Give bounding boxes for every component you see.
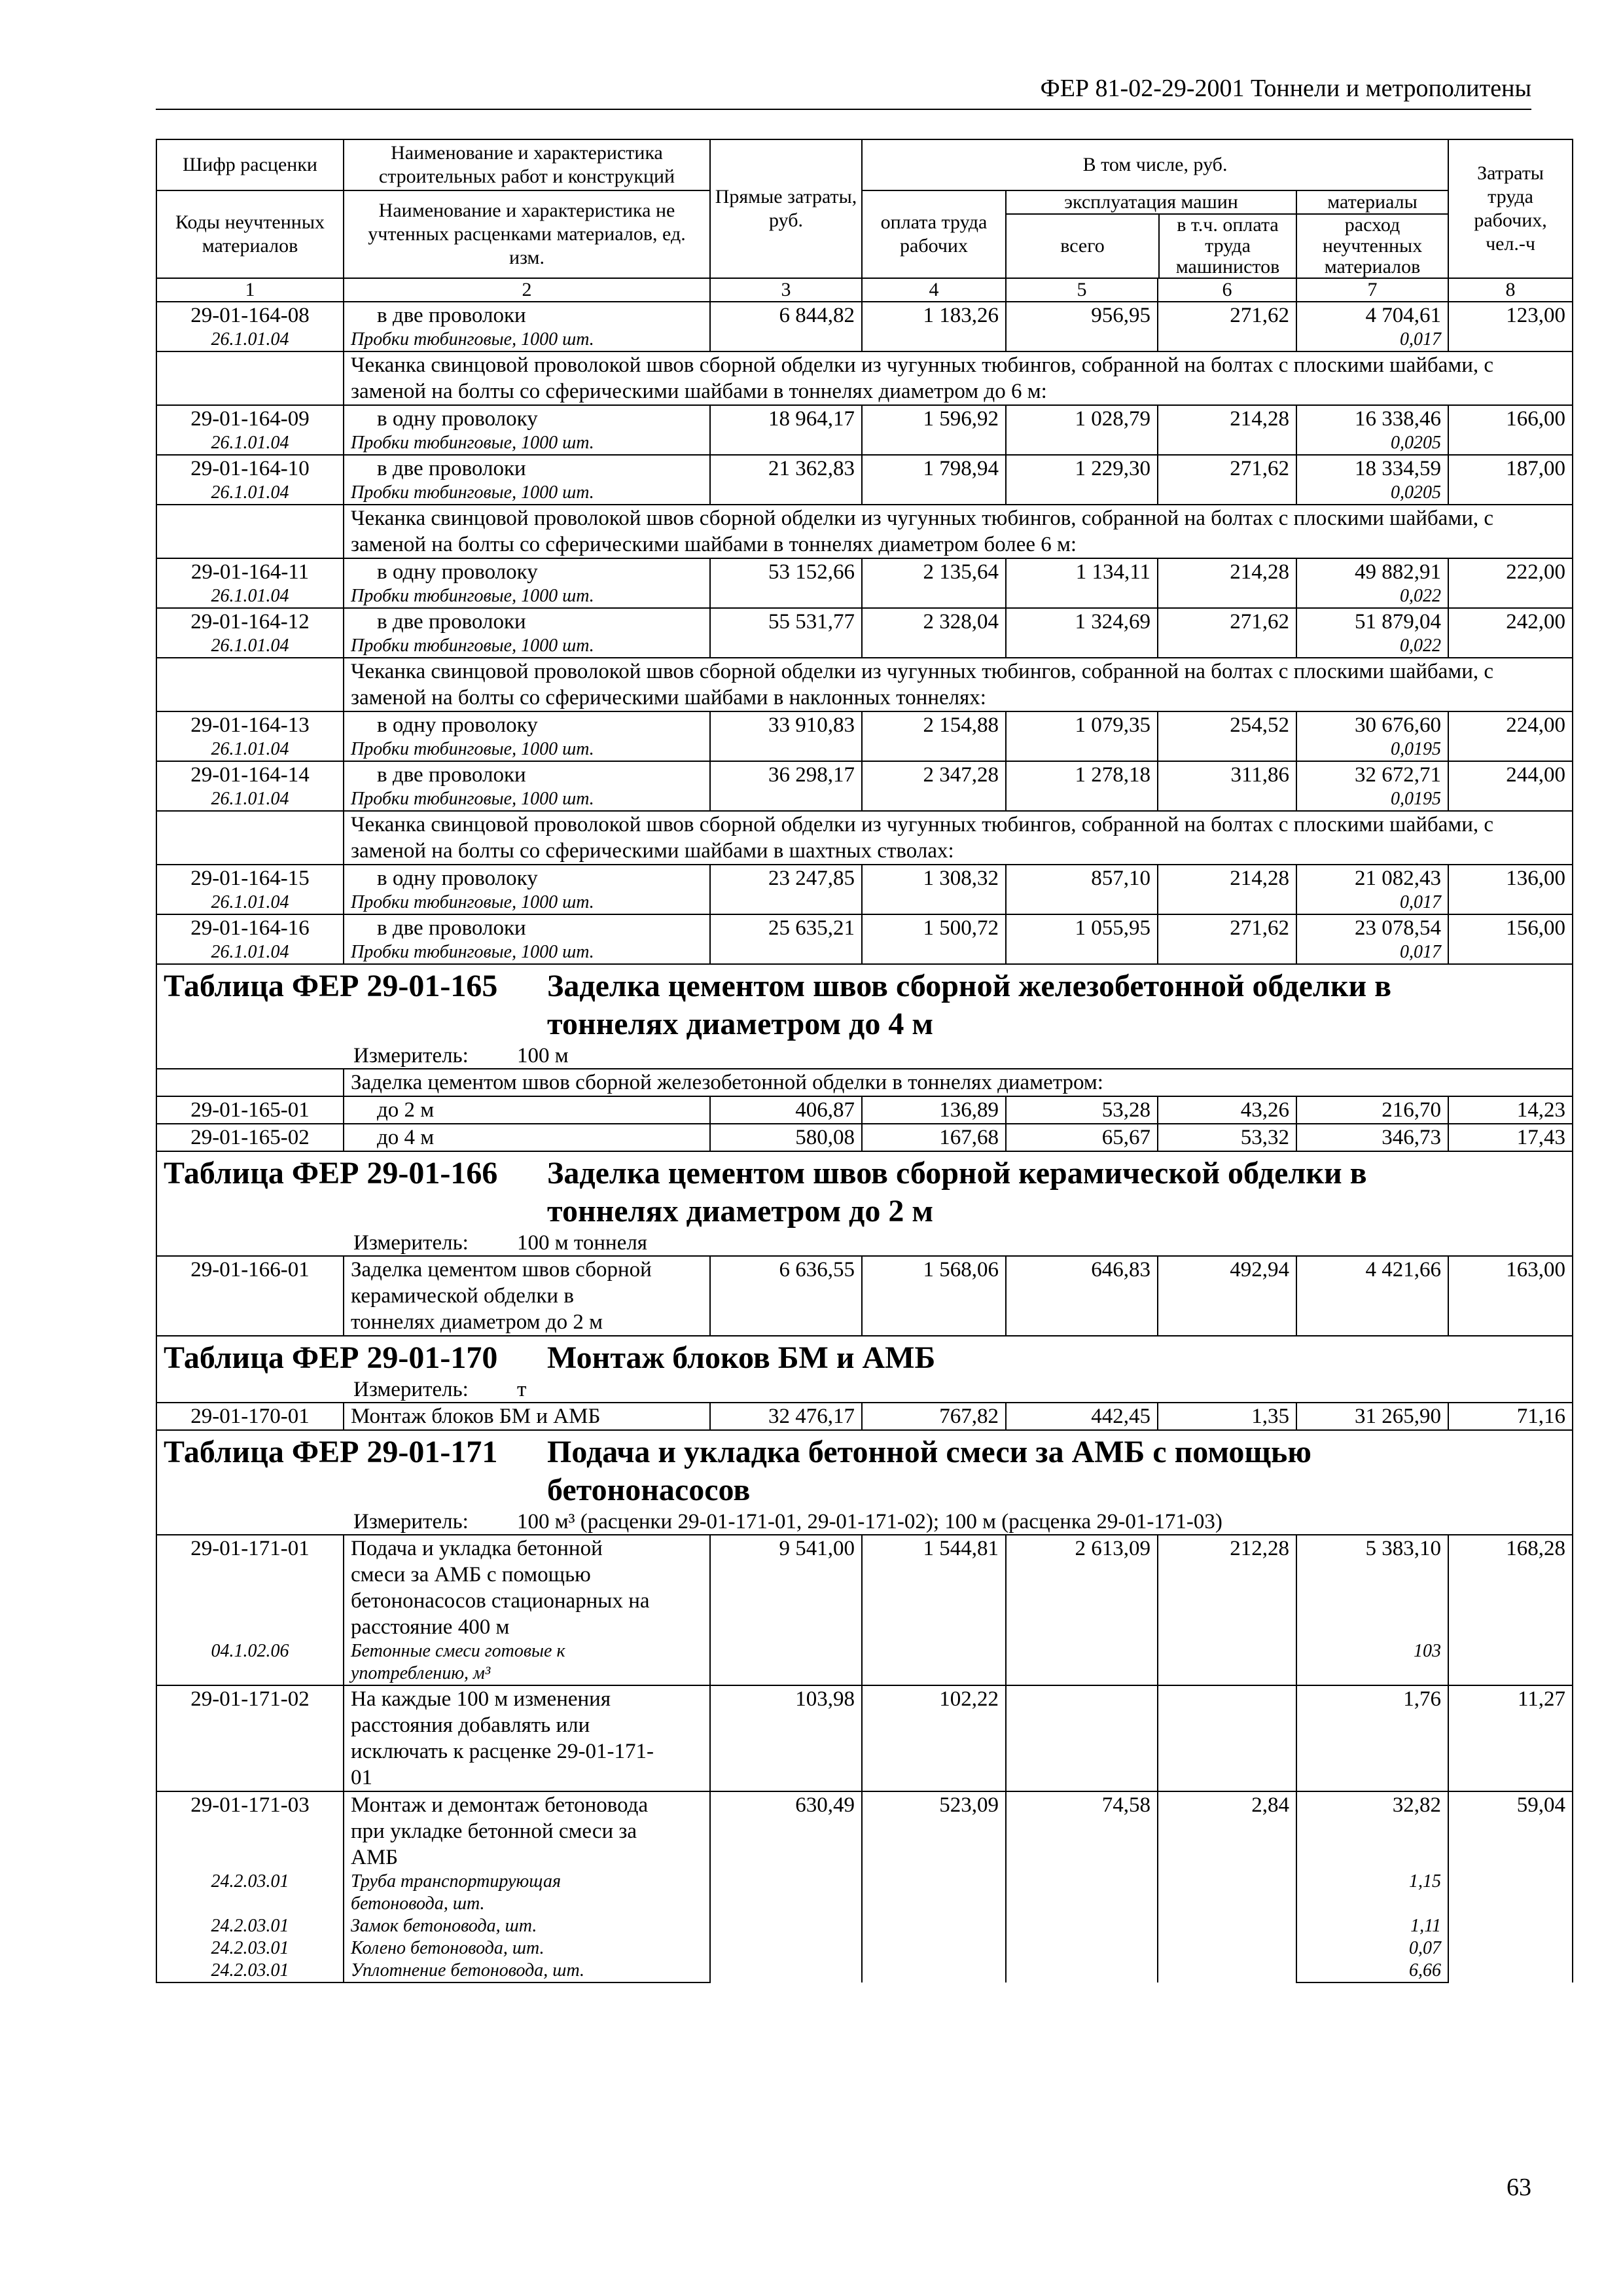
- col-mat-unacc-header: расход неучтенных материалов: [1322, 214, 1423, 278]
- measure-value: 100 м³ (расценки 29-01-171-01, 29-01-171-02); 100 м (расценка 29-01-171-03): [517, 1510, 1222, 1534]
- material-name: Труба транспортирующая: [351, 1871, 562, 1892]
- rate-hours: 71,16: [1448, 1403, 1573, 1430]
- rate-labor: 2 135,64: [862, 558, 1006, 608]
- rate-mach: 65,67: [1006, 1124, 1158, 1151]
- rate-name: до 2 м: [344, 1096, 710, 1124]
- col-name2-header: Наименование и характеристика не учтенных расценками материалов, ед. изм.: [344, 190, 710, 278]
- rate-name: Подача и укладка бетонной: [351, 1537, 603, 1560]
- col-mach-labor-header: в т.ч. оплата труда машинистов: [1175, 214, 1280, 278]
- rate-code: 29-01-165-01: [156, 1096, 344, 1124]
- material-code: 26.1.01.04: [156, 329, 344, 351]
- rate-direct: 6 636,55: [710, 1256, 862, 1336]
- table-title-row: [156, 964, 1573, 1043]
- rate-row: [156, 914, 1573, 941]
- rate-mat: 18 334,59: [1296, 455, 1448, 482]
- rate-mach-labor: 53,32: [1158, 1124, 1296, 1151]
- group-text: Чеканка свинцовой проволокой швов сборной обделки из чугунных тюбингов, собранной на болтах с плоскими шайбами, с заменой на болты со сферическими шайбами в наклонных тоннелях:: [344, 658, 1573, 711]
- rate-code: 29-01-164-16: [156, 914, 344, 941]
- col-labor-header: оплата труда рабочих: [862, 190, 1006, 278]
- rate-name: керамической обделки в: [351, 1284, 574, 1308]
- rate-row: [156, 761, 1573, 788]
- material-code: 26.1.01.04: [156, 738, 344, 761]
- material-name: Пробки тюбинговые, 1000 шт.: [344, 891, 710, 914]
- rate-mat: 16 338,46: [1296, 405, 1448, 432]
- rate-labor: 167,68: [862, 1124, 1006, 1151]
- material-name: Пробки тюбинговые, 1000 шт.: [344, 941, 710, 964]
- measure-row: [156, 1043, 1573, 1069]
- rate-labor: 1 798,94: [862, 455, 1006, 505]
- table-title: Заделка цементом швов сборной керамической обделки в: [547, 1156, 1367, 1191]
- rate-mat: 49 882,91: [1296, 558, 1448, 585]
- col-code2-header: Коды неучтенных материалов: [156, 190, 344, 278]
- group-text: Чеканка свинцовой проволокой швов сборной обделки из чугунных тюбингов, собранной на болтах с плоскими шайбами, с заменой на болты со сферическими шайбами в тоннелях диаметром более 6 м:: [344, 505, 1573, 558]
- col-code-header: Шифр расценки: [156, 139, 344, 190]
- measure-row: [156, 1377, 1573, 1403]
- rate-row: [156, 1685, 1573, 1791]
- material-code: 04.1.02.06: [156, 1640, 344, 1685]
- table-title-row: [156, 1336, 1573, 1377]
- col-mach-group: [1006, 190, 1296, 278]
- measure-label: Измеритель:: [353, 1510, 469, 1534]
- group-text-row: [156, 1069, 1573, 1096]
- material-qty: 6,66: [1409, 1960, 1442, 1981]
- rate-mach-labor: 271,62: [1158, 302, 1296, 351]
- rate-mat: 4 421,66: [1296, 1256, 1448, 1336]
- rate-name: АМБ: [351, 1846, 399, 1869]
- rate-mach: 1 278,18: [1006, 761, 1158, 811]
- rate-row: [156, 455, 1573, 482]
- rate-labor: 1 596,92: [862, 405, 1006, 455]
- rates-table: [156, 139, 1573, 1983]
- col-mat-group: [1296, 190, 1448, 278]
- col-mach-total-header: всего: [1007, 215, 1160, 278]
- material-code: 26.1.01.04: [156, 585, 344, 608]
- header-row-1: [156, 139, 1573, 190]
- rate-mat: 32 672,71: [1296, 761, 1448, 788]
- material-qty: 0,0195: [1296, 788, 1448, 811]
- table-title: Монтаж блоков БМ и АМБ: [547, 1340, 936, 1375]
- col-mach-header: эксплуатация машин: [1007, 191, 1296, 215]
- material-qty: 103: [1296, 1640, 1448, 1685]
- rate-name: исключать к расценке 29-01-171-: [351, 1740, 654, 1763]
- rate-name: в одну проволоку: [344, 865, 710, 891]
- rate-name: расстояние 400 м: [351, 1615, 510, 1639]
- column-numbers-row: [156, 278, 1573, 302]
- material-qty: 1,15: [1409, 1871, 1442, 1892]
- table-title: бетононасосов: [547, 1473, 751, 1507]
- rate-row: [156, 1096, 1573, 1124]
- rate-direct: 9 541,00: [710, 1535, 862, 1685]
- col-number: 7: [1296, 278, 1448, 302]
- rate-mach: 1 055,95: [1006, 914, 1158, 964]
- col-hours-header: Затраты труда рабочих, чел.-ч: [1448, 139, 1573, 278]
- rate-labor: 2 347,28: [862, 761, 1006, 811]
- rate-labor: 523,09: [862, 1791, 1006, 1982]
- rate-labor: 136,89: [862, 1096, 1006, 1124]
- rate-name: в одну проволоку: [344, 711, 710, 738]
- group-text-row: [156, 658, 1573, 711]
- rate-mach-labor: 254,52: [1158, 711, 1296, 761]
- rate-mach: 1 079,35: [1006, 711, 1158, 761]
- rate-mach: [1006, 1685, 1158, 1791]
- rate-mach-labor: 271,62: [1158, 608, 1296, 658]
- material-code: 26.1.01.04: [156, 941, 344, 964]
- material-qty: 0,0205: [1296, 432, 1448, 455]
- rate-code: 29-01-164-10: [156, 455, 344, 482]
- rate-direct: 36 298,17: [710, 761, 862, 811]
- material-qty: 0,0205: [1296, 482, 1448, 505]
- rate-direct: 630,49: [710, 1791, 862, 1982]
- material-qty: 0,022: [1296, 585, 1448, 608]
- rate-hours: 156,00: [1448, 914, 1573, 964]
- rate-mach-labor: 2,84: [1158, 1791, 1296, 1982]
- measure-label: Измеритель:: [353, 1044, 469, 1067]
- rate-name: Монтаж блоков БМ и АМБ: [344, 1403, 710, 1430]
- table-title-row: [156, 1151, 1573, 1230]
- material-name: употреблению, м³: [351, 1663, 491, 1683]
- document-title: ФЕР 81-02-29-2001 Тоннели и метрополитены: [1040, 75, 1531, 102]
- col-incl-header: В том числе, руб.: [862, 139, 1448, 190]
- rate-mat: 21 082,43: [1296, 865, 1448, 891]
- rate-hours: 14,23: [1448, 1096, 1573, 1124]
- rate-hours: 136,00: [1448, 865, 1573, 914]
- measure-value: т: [517, 1378, 527, 1401]
- rate-mach-labor: 43,26: [1158, 1096, 1296, 1124]
- rate-mat: 23 078,54: [1296, 914, 1448, 941]
- measure-value: 100 м: [517, 1044, 569, 1067]
- rate-hours: 59,04: [1448, 1791, 1573, 1982]
- rate-mach-labor: 212,28: [1158, 1535, 1296, 1685]
- material-name: Пробки тюбинговые, 1000 шт.: [344, 329, 710, 351]
- rate-name: бетононасосов стационарных на: [351, 1589, 650, 1613]
- rate-code: 29-01-165-02: [156, 1124, 344, 1151]
- group-text: Заделка цементом швов сборной железобетонной обделки в тоннелях диаметром:: [344, 1069, 1573, 1096]
- rate-mach-labor: 214,28: [1158, 865, 1296, 914]
- rate-mat: 1,76: [1296, 1685, 1448, 1791]
- measure-value: 100 м тоннеля: [517, 1231, 647, 1255]
- rate-row: [156, 558, 1573, 585]
- material-code: 26.1.01.04: [156, 891, 344, 914]
- material-qty: 0,0195: [1296, 738, 1448, 761]
- rate-labor: 102,22: [862, 1685, 1006, 1791]
- rate-name: до 4 м: [344, 1124, 710, 1151]
- header-row-2: [156, 190, 1573, 278]
- rate-code: 29-01-164-11: [156, 558, 344, 585]
- table-label: Таблица ФЕР 29-01-171: [164, 1435, 498, 1469]
- rate-hours: 166,00: [1448, 405, 1573, 455]
- running-header: [156, 72, 1531, 110]
- material-name: Уплотнение бетоновода, шт.: [351, 1960, 584, 1981]
- rate-direct: 18 964,17: [710, 405, 862, 455]
- rate-name: 01: [351, 1766, 372, 1789]
- material-code: 26.1.01.04: [156, 788, 344, 811]
- rate-mat: 346,73: [1296, 1124, 1448, 1151]
- material-name: Пробки тюбинговые, 1000 шт.: [344, 482, 710, 505]
- rate-hours: 123,00: [1448, 302, 1573, 351]
- rate-direct: 21 362,83: [710, 455, 862, 505]
- rate-mat: 32,82: [1296, 1791, 1448, 1871]
- rate-mach-labor: 214,28: [1158, 558, 1296, 608]
- rate-direct: 103,98: [710, 1685, 862, 1791]
- rate-row: [156, 1124, 1573, 1151]
- rate-code: 29-01-166-01: [156, 1256, 344, 1336]
- rate-mach: 1 324,69: [1006, 608, 1158, 658]
- rate-name: На каждые 100 м изменения: [351, 1687, 611, 1711]
- rate-mach: 857,10: [1006, 865, 1158, 914]
- rate-row: [156, 302, 1573, 329]
- material-name: Пробки тюбинговые, 1000 шт.: [344, 788, 710, 811]
- material-qty: 0,017: [1296, 329, 1448, 351]
- rate-direct: 6 844,82: [710, 302, 862, 351]
- page-number: 63: [1507, 2174, 1531, 2201]
- rate-name: в две проволоки: [344, 761, 710, 788]
- rate-code: 29-01-171-03: [156, 1791, 344, 1871]
- rate-hours: 168,28: [1448, 1535, 1573, 1685]
- table-label: Таблица ФЕР 29-01-165: [164, 969, 498, 1003]
- rate-code: 29-01-164-14: [156, 761, 344, 788]
- rate-direct: 32 476,17: [710, 1403, 862, 1430]
- rate-mach: 956,95: [1006, 302, 1158, 351]
- group-text-row: [156, 811, 1573, 865]
- rate-mach: 2 613,09: [1006, 1535, 1158, 1685]
- rate-direct: 406,87: [710, 1096, 862, 1124]
- material-name: бетоновода, шт.: [351, 1893, 485, 1914]
- material-code: 26.1.01.04: [156, 635, 344, 658]
- col-number: 6: [1158, 278, 1296, 302]
- rate-mach-labor: 214,28: [1158, 405, 1296, 455]
- rate-labor: 1 183,26: [862, 302, 1006, 351]
- rate-name: Заделка цементом швов сборной: [351, 1258, 652, 1282]
- material-name: Замок бетоновода, шт.: [351, 1916, 537, 1936]
- rate-mach: 1 229,30: [1006, 455, 1158, 505]
- material-name: Колено бетоновода, шт.: [351, 1938, 544, 1958]
- rate-direct: 580,08: [710, 1124, 862, 1151]
- group-text-row: [156, 351, 1573, 405]
- rate-hours: 11,27: [1448, 1685, 1573, 1791]
- material-name: Пробки тюбинговые, 1000 шт.: [344, 738, 710, 761]
- rate-row: [156, 711, 1573, 738]
- rate-row: [156, 1791, 1573, 1871]
- material-qty: 0,022: [1296, 635, 1448, 658]
- measure-label: Измеритель:: [353, 1231, 469, 1255]
- rate-direct: 33 910,83: [710, 711, 862, 761]
- col-mat-header: материалы: [1297, 191, 1448, 215]
- rate-mat: 30 676,60: [1296, 711, 1448, 738]
- rate-name: в две проволоки: [344, 302, 710, 329]
- rate-row: [156, 1403, 1573, 1430]
- material-qty: 0,07: [1409, 1938, 1442, 1958]
- col-direct-header: Прямые затраты, руб.: [710, 139, 862, 278]
- material-code: 26.1.01.04: [156, 482, 344, 505]
- col-number: 4: [862, 278, 1006, 302]
- rate-hours: 222,00: [1448, 558, 1573, 608]
- rate-code: 29-01-164-12: [156, 608, 344, 635]
- rate-labor: 1 500,72: [862, 914, 1006, 964]
- rate-hours: 242,00: [1448, 608, 1573, 658]
- material-name: Пробки тюбинговые, 1000 шт.: [344, 635, 710, 658]
- table-title: Подача и укладка бетонной смеси за АМБ с помощью: [547, 1435, 1311, 1469]
- rate-direct: 23 247,85: [710, 865, 862, 914]
- rate-row: [156, 1256, 1573, 1336]
- table-title: тоннелях диаметром до 4 м: [547, 1007, 934, 1041]
- col-number: 1: [156, 278, 344, 302]
- rate-mach: 1 134,11: [1006, 558, 1158, 608]
- rate-labor: 2 154,88: [862, 711, 1006, 761]
- rate-mat: 51 879,04: [1296, 608, 1448, 635]
- rate-labor: 2 328,04: [862, 608, 1006, 658]
- rate-row: [156, 608, 1573, 635]
- rate-mach-labor: 271,62: [1158, 455, 1296, 505]
- material-qty: 0,017: [1296, 941, 1448, 964]
- rate-row: [156, 1535, 1573, 1640]
- rate-code: 29-01-164-08: [156, 302, 344, 329]
- col-number: 8: [1448, 278, 1573, 302]
- rate-name: в одну проволоку: [344, 558, 710, 585]
- rate-labor: 767,82: [862, 1403, 1006, 1430]
- group-text-row: [156, 505, 1573, 558]
- material-code: 24.2.03.01: [211, 1871, 289, 1892]
- rate-mach: 646,83: [1006, 1256, 1158, 1336]
- rate-name: тоннелях диаметром до 2 м: [351, 1310, 603, 1334]
- rate-hours: 17,43: [1448, 1124, 1573, 1151]
- rate-mach: 74,58: [1006, 1791, 1158, 1982]
- table-title: тоннелях диаметром до 2 м: [547, 1194, 934, 1229]
- material-qty: 0,017: [1296, 891, 1448, 914]
- col-number: 5: [1006, 278, 1158, 302]
- measure-label: Измеритель:: [353, 1378, 469, 1401]
- rate-mach: 53,28: [1006, 1096, 1158, 1124]
- material-code: 24.2.03.01: [211, 1960, 289, 1981]
- col-name-header: Наименование и характеристика строительных работ и конструкций: [344, 139, 710, 190]
- rate-name: смеси за АМБ с помощью: [351, 1563, 591, 1587]
- rate-labor: 1 568,06: [862, 1256, 1006, 1336]
- measure-row: [156, 1230, 1573, 1256]
- table-title: Заделка цементом швов сборной железобетонной обделки в: [547, 969, 1392, 1003]
- rate-name: при укладке бетонной смеси за: [351, 1820, 637, 1843]
- rate-name: в одну проволоку: [344, 405, 710, 432]
- rate-code: 29-01-164-15: [156, 865, 344, 891]
- rate-hours: 244,00: [1448, 761, 1573, 811]
- rate-mach-labor: 271,62: [1158, 914, 1296, 964]
- table-label: Таблица ФЕР 29-01-170: [164, 1340, 498, 1375]
- rate-mat: 216,70: [1296, 1096, 1448, 1124]
- group-text: Чеканка свинцовой проволокой швов сборной обделки из чугунных тюбингов, собранной на болтах с плоскими шайбами, с заменой на болты со сферическими шайбами в шахтных стволах:: [344, 811, 1573, 865]
- rate-mach-labor: 311,86: [1158, 761, 1296, 811]
- rate-row: [156, 865, 1573, 891]
- rate-hours: 224,00: [1448, 711, 1573, 761]
- group-text: Чеканка свинцовой проволокой швов сборной обделки из чугунных тюбингов, собранной на болтах с плоскими шайбами, с заменой на болты со сферическими шайбами в тоннелях диаметром до 6 м:: [344, 351, 1573, 405]
- rate-code: 29-01-164-09: [156, 405, 344, 432]
- rate-code: 29-01-171-02: [156, 1685, 344, 1791]
- material-code: 24.2.03.01: [211, 1916, 289, 1936]
- rate-labor: 1 308,32: [862, 865, 1006, 914]
- rate-direct: 53 152,66: [710, 558, 862, 608]
- rate-mach: 1 028,79: [1006, 405, 1158, 455]
- measure-row: [156, 1509, 1573, 1535]
- rate-code: 29-01-170-01: [156, 1403, 344, 1430]
- material-code: 26.1.01.04: [156, 432, 344, 455]
- rate-mach-labor: [1158, 1685, 1296, 1791]
- rate-name: в две проволоки: [344, 914, 710, 941]
- rate-direct: 25 635,21: [710, 914, 862, 964]
- rate-mat: 4 704,61: [1296, 302, 1448, 329]
- rate-hours: 163,00: [1448, 1256, 1573, 1336]
- rate-labor: 1 544,81: [862, 1535, 1006, 1685]
- table-label: Таблица ФЕР 29-01-166: [164, 1156, 498, 1191]
- rate-name: Монтаж и демонтаж бетоновода: [351, 1793, 649, 1817]
- rate-direct: 55 531,77: [710, 608, 862, 658]
- rate-row: [156, 405, 1573, 432]
- rate-hours: 187,00: [1448, 455, 1573, 505]
- rate-code: 29-01-171-01: [156, 1535, 344, 1640]
- rate-name: расстояния добавлять или: [351, 1713, 590, 1737]
- rate-name: в две проволоки: [344, 455, 710, 482]
- material-code: 24.2.03.01: [211, 1938, 289, 1958]
- rate-mat: 31 265,90: [1296, 1403, 1448, 1430]
- material-qty: 1,11: [1410, 1916, 1442, 1936]
- material-name: Бетонные смеси готовые к: [351, 1641, 565, 1661]
- rate-mat: 5 383,10: [1296, 1535, 1448, 1640]
- col-number: 3: [710, 278, 862, 302]
- rate-mach: 442,45: [1006, 1403, 1158, 1430]
- material-name: Пробки тюбинговые, 1000 шт.: [344, 432, 710, 455]
- material-name: Пробки тюбинговые, 1000 шт.: [344, 585, 710, 608]
- table-title-row: [156, 1430, 1573, 1509]
- col-number: 2: [344, 278, 710, 302]
- rate-mach-labor: 1,35: [1158, 1403, 1296, 1430]
- rate-name: в две проволоки: [344, 608, 710, 635]
- rate-mach-labor: 492,94: [1158, 1256, 1296, 1336]
- rate-code: 29-01-164-13: [156, 711, 344, 738]
